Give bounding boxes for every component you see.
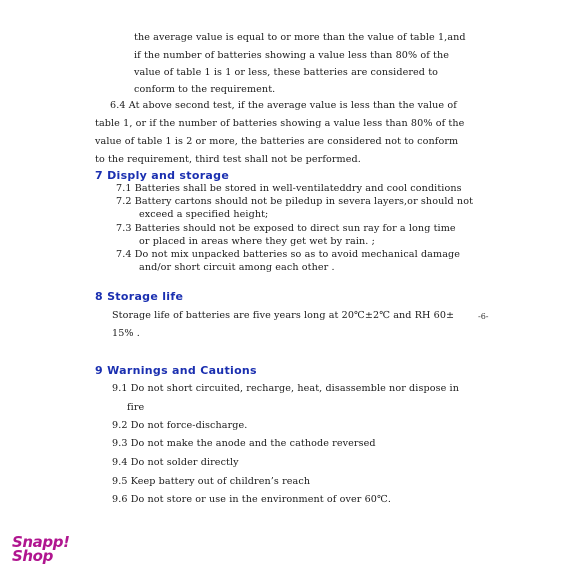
list-item: 7.3 Batteries should not be exposed to direct sun ray for a long time — [116, 223, 456, 234]
clause-6-4-line: table 1, or if the number of batteries showing a value less than 80% of the — [95, 118, 465, 129]
storage-life-text: 15% . — [112, 328, 140, 339]
list-item: 9.4 Do not solder directly — [112, 457, 239, 468]
text-line: conform to the requirement. — [134, 84, 276, 95]
text-line: value of table 1 is 1 or less, these batteries are considered to — [134, 67, 439, 78]
clause-6-4-line: to the requirement, third test shall not be performed. — [95, 154, 361, 165]
list-item: 7.4 Do not mix unpacked batteries so as to avoid mechanical damage — [116, 249, 461, 260]
list-item-continuation: exceed a specified height; — [139, 209, 269, 220]
section-7-heading: 7 Disply and storage — [95, 169, 230, 182]
list-item: 9.6 Do not store or use in the environment of over 60℃. — [112, 494, 391, 505]
list-item: 7.1 Batteries shall be stored in well-ventilateddry and cool conditions — [116, 183, 462, 194]
list-item: 7.2 Battery cartons should not be piledup in severa layers,or should not — [116, 196, 474, 207]
page-number: -6- — [478, 312, 489, 321]
text-line: the average value is equal to or more than the value of table 1,and — [134, 32, 466, 43]
list-item: 9.2 Do not force-discharge. — [112, 420, 248, 431]
section-9-heading: 9 Warnings and Cautions — [95, 364, 257, 377]
text-line: if the number of batteries showing a value less than 80% of the — [134, 50, 450, 61]
list-item-continuation: fire — [127, 402, 145, 413]
list-item: 9.3 Do not make the anode and the cathode reversed — [112, 438, 376, 449]
list-item-continuation: or placed in areas where they get wet by rain. ; — [139, 236, 375, 247]
logo-line: Shop — [12, 547, 53, 565]
list-item: 9.1 Do not short circuited, recharge, heat, disassemble nor dispose in — [112, 383, 459, 394]
snapp-shop-logo — [12, 535, 72, 563]
list-item: 9.5 Keep battery out of children’s reach — [112, 476, 311, 487]
section-8-heading: 8 Storage life — [95, 290, 184, 303]
list-item-continuation: and/or short circuit among each other . — [139, 262, 335, 273]
logo-line: Snapp! — [12, 533, 70, 551]
storage-life-text: Storage life of batteries are five years long at 20℃±2℃ and RH 60± — [112, 310, 455, 321]
clause-6-4-line: 6.4 At above second test, if the average value is less than the value of — [110, 100, 457, 111]
clause-6-4-line: value of table 1 is 2 or more, the batteries are considered not to conform — [95, 136, 459, 147]
